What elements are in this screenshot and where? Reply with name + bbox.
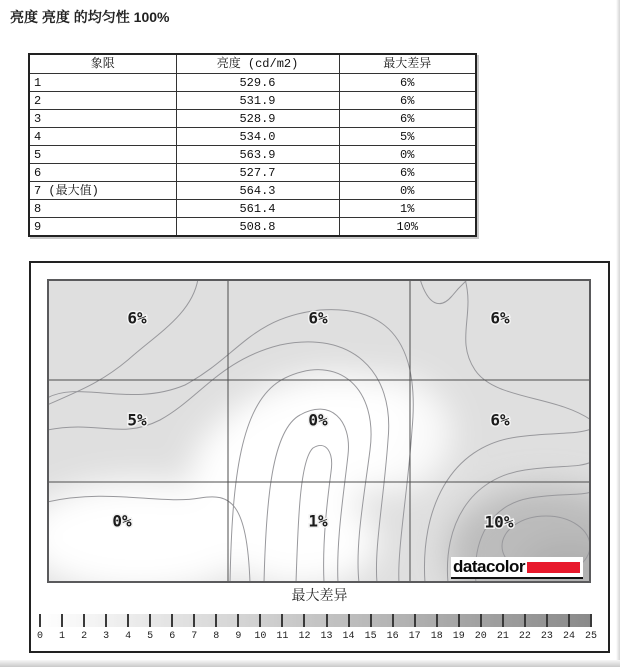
colorbar-tick (414, 614, 416, 627)
colorbar-tick-label: 6 (169, 631, 176, 642)
table-cell-quadrant: 5 (29, 146, 176, 164)
colorbar-tick-label: 9 (235, 631, 242, 642)
cell-label: 0% (112, 511, 132, 531)
table-cell-luminance: 534.0 (176, 128, 339, 146)
colorbar-tick (326, 614, 328, 627)
colorbar-tick-label: 11 (276, 631, 289, 642)
colorbar-tick (149, 614, 151, 627)
datacolor-logo-text: datacolor (453, 557, 526, 576)
table-cell-quadrant: 8 (29, 200, 176, 218)
table-cell-max_diff: 0% (339, 182, 476, 200)
colorbar-tick-label: 16 (386, 631, 399, 642)
colorbar-tick-label: 4 (125, 631, 132, 642)
table-cell-max_diff: 6% (339, 164, 476, 182)
colorbar-title: 最大差异 (291, 587, 348, 603)
colorbar-tick (568, 614, 570, 627)
column-header-max-diff: 最大差异 (339, 54, 476, 74)
colorbar-tick (171, 614, 173, 627)
colorbar-tick (546, 614, 548, 627)
colorbar-tick (127, 614, 129, 627)
column-header-luminance: 亮度 (cd/m2) (176, 54, 339, 74)
colorbar-tick (259, 614, 261, 627)
colorbar-tick (458, 614, 460, 627)
colorbar-tick (524, 614, 526, 627)
uniformity-table-header (29, 54, 476, 74)
colorbar-tick (61, 614, 63, 627)
colorbar-tick (480, 614, 482, 627)
colorbar-tick-label: 23 (540, 631, 553, 642)
colorbar-tick-label: 3 (103, 631, 110, 642)
colorbar-tick-label: 22 (518, 631, 531, 642)
cell-label: 6% (308, 308, 328, 328)
colorbar-tick-label: 10 (254, 631, 267, 642)
table-row (29, 92, 476, 110)
colorbar-tick-label: 5 (147, 631, 154, 642)
colorbar-tick-label: 19 (452, 631, 465, 642)
colorbar-tick-label: 20 (474, 631, 487, 642)
table-cell-max_diff: 6% (339, 110, 476, 128)
table-cell-luminance: 564.3 (176, 182, 339, 200)
cell-label: 6% (127, 308, 147, 328)
colorbar-tick-label: 17 (408, 631, 421, 642)
colorbar-labels (36, 631, 597, 644)
colorbar-tick-label: 18 (430, 631, 443, 642)
table-cell-max_diff: 6% (339, 74, 476, 92)
table-row (29, 110, 476, 128)
colorbar-tick-label: 1 (59, 631, 66, 642)
table-row (29, 218, 476, 237)
datacolor-logo (451, 557, 583, 579)
colorbar-tick-label: 8 (213, 631, 220, 642)
colorbar-tick (237, 614, 239, 627)
colorbar-tick-label: 12 (298, 631, 311, 642)
colorbar-tick (370, 614, 372, 627)
uniformity-table-body (29, 74, 476, 237)
colorbar-tick (193, 614, 195, 627)
table-row (29, 146, 476, 164)
table-cell-max_diff: 0% (339, 146, 476, 164)
colorbar-tick-label: 2 (81, 631, 88, 642)
colorbar-tick (83, 614, 85, 627)
table-cell-max_diff: 10% (339, 218, 476, 237)
colorbar-tick (105, 614, 107, 627)
cell-label: 10% (484, 512, 514, 532)
colorbar-tick-label: 7 (191, 631, 198, 642)
cell-label: 6% (490, 308, 510, 328)
table-cell-quadrant: 2 (29, 92, 176, 110)
uniformity-contour-map (47, 279, 591, 583)
colorbar-tick (392, 614, 394, 627)
page-edge-shadow-right (616, 0, 620, 667)
colorbar-tick-label: 14 (342, 631, 355, 642)
table-cell-luminance: 561.4 (176, 200, 339, 218)
colorbar-tick (303, 614, 305, 627)
table-row (29, 182, 476, 200)
table-cell-quadrant: 1 (29, 74, 176, 92)
table-cell-max_diff: 1% (339, 200, 476, 218)
table-header-row (29, 54, 476, 74)
colorbar-tick (502, 614, 504, 627)
table-cell-luminance: 529.6 (176, 74, 339, 92)
colorbar-tick-label: 0 (36, 631, 43, 642)
colorbar-tick (590, 614, 592, 627)
colorbar-tick (281, 614, 283, 627)
table-cell-max_diff: 5% (339, 128, 476, 146)
table-cell-quadrant: 3 (29, 110, 176, 128)
colorbar-tick-label: 24 (562, 631, 575, 642)
table-cell-luminance: 527.7 (176, 164, 339, 182)
column-header-quadrant: 象限 (29, 54, 176, 74)
table-row (29, 200, 476, 218)
cell-label: 0% (308, 410, 328, 430)
colorbar-gradient (40, 614, 591, 627)
table-cell-quadrant: 6 (29, 164, 176, 182)
table-cell-quadrant: 7 (最大值) (29, 182, 176, 200)
uniformity-map-panel (29, 261, 610, 653)
datacolor-logo-red-bar (527, 562, 580, 573)
table-cell-luminance: 563.9 (176, 146, 339, 164)
page-title: 亮度 亮度 的均匀性 100% (10, 9, 170, 25)
colorbar-tick (39, 614, 41, 627)
table-row (29, 128, 476, 146)
colorbar-tick-label: 21 (496, 631, 509, 642)
table-cell-luminance: 531.9 (176, 92, 339, 110)
cell-label: 1% (308, 511, 328, 531)
colorbar-tick-label: 25 (584, 631, 597, 642)
table-cell-luminance: 528.9 (176, 110, 339, 128)
colorbar-tick (436, 614, 438, 627)
cell-label: 5% (127, 410, 147, 430)
table-row (29, 74, 476, 92)
colorbar-tick-label: 13 (320, 631, 333, 642)
table-cell-quadrant: 4 (29, 128, 176, 146)
table-cell-max_diff: 6% (339, 92, 476, 110)
colorbar-tick (215, 614, 217, 627)
uniformity-table (28, 53, 477, 237)
table-cell-quadrant: 9 (29, 218, 176, 237)
table-row (29, 164, 476, 182)
page-edge-shadow-bottom (0, 660, 620, 667)
cell-label: 6% (490, 410, 510, 430)
colorbar-tick-label: 15 (364, 631, 377, 642)
colorbar-tick (348, 614, 350, 627)
table-cell-luminance: 508.8 (176, 218, 339, 237)
